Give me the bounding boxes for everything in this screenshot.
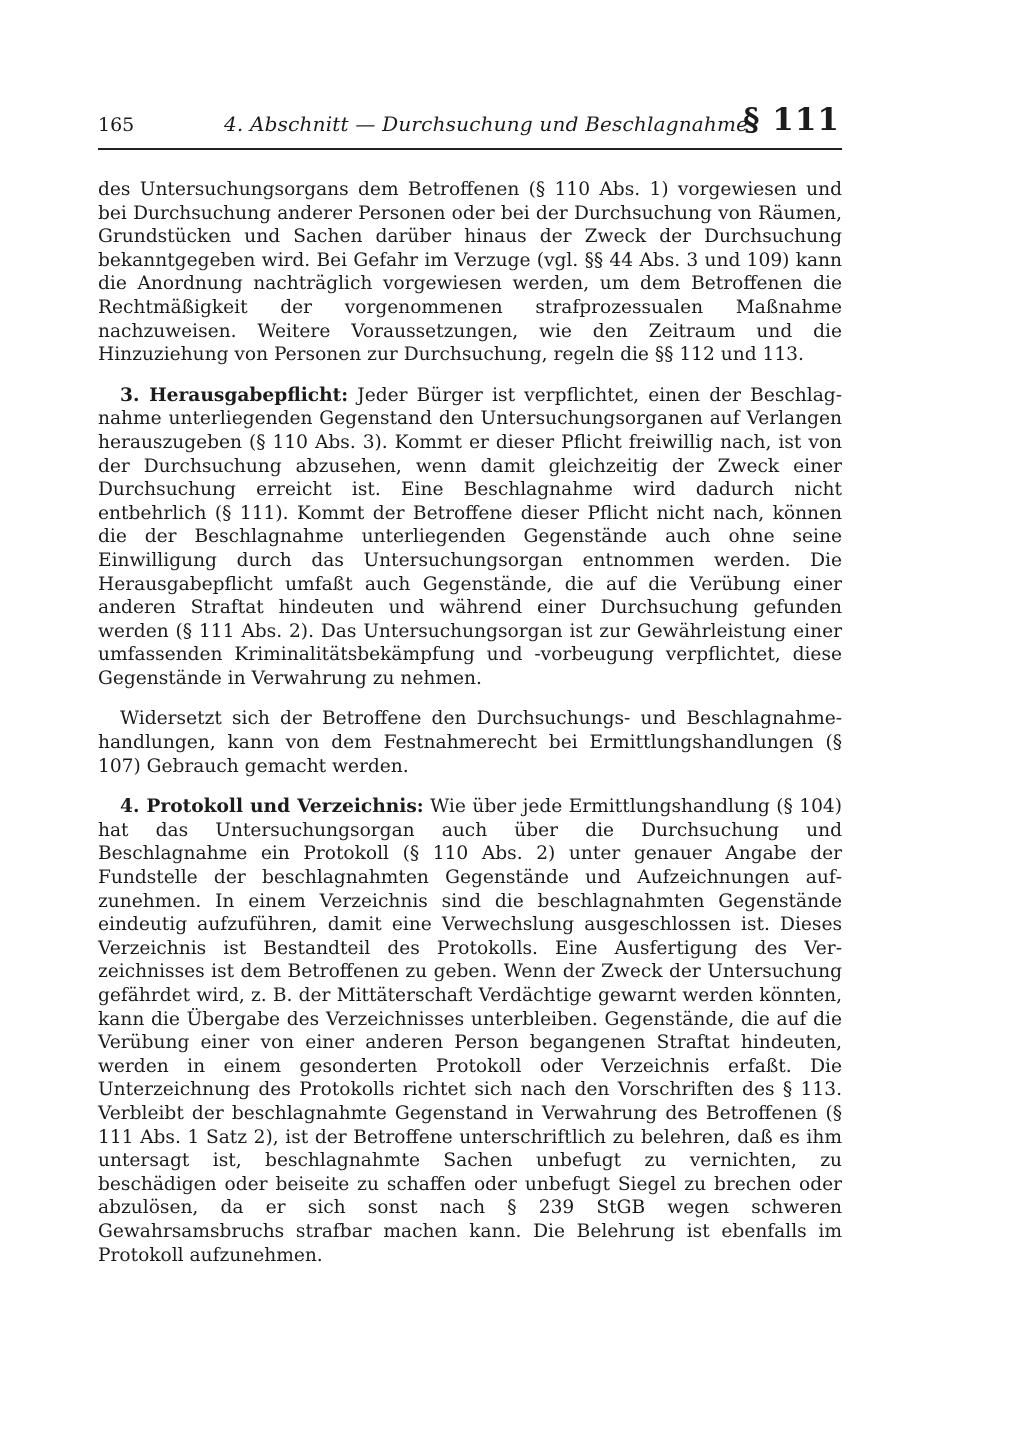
paragraph-continuation	[98, 178, 842, 367]
paragraph-herausgabepflicht	[98, 384, 842, 691]
paragraph-text: Jeder Bürger ist verpflichtet, einen der Beschlagnahme unterliegenden Gegenstand den Untersuchungsorganen auf Verlangen herauszugeben (§ 110 Abs. 3). Kommt er dieser Pflicht freiwillig nach, ist von der Durchsuchung abzusehen, wenn damit gleichzeitig der Zweck einer Durchsuchung erreicht ist. Eine Beschlagnahme wird dadurch nicht entbehrlich (§ 111). Kommt der Betroffene dieser Pflicht nicht nach, können die der Beschlagnahme unterliegenden Gegenstände auch ohne seine Einwilligung durch das Untersuchungsorgan entnommen werden. Die Herausgabepflicht umfaßt auch Gegenstände, die auf die Verübung einer anderen Straftat hindeuten und während einer Durchsuchung gefunden werden (§ 111 Abs. 2). Das Untersuchungsorgan ist zur Gewährleistung einer umfassenden Kriminalitätsbekämpfung und -vorbeugung verpflichtet, diese Gegenstände in Verwahrung zu nehmen.	[98, 384, 842, 689]
paragraph-lead: 4. Protokoll und Verzeichnis:	[120, 796, 424, 818]
paragraph-text: des Untersuchungsorgans dem Betroffenen (§ 110 Abs. 1) vorgewiesen und bei Durchsuchung anderer Personen oder bei der Durchsuchung von Räumen, Grundstücken und Sachen darüber hinaus der Zweck der Durchsuchung bekanntgegeben wird. Bei Gefahr im Verzuge (vgl. §§ 44 Abs. 3 und 109) kann die Anordnung nachträglich vorgewiesen werden, um dem Betroffenen die Rechtmäßigkeit der vorgenommenen strafprozessualen Maßnahme nachzuweisen. Weitere Voraussetzungen, wie den Zeitraum und die Hinzuziehung von Personen zur Durchsuchung, regeln die §§ 112 und 113.	[98, 179, 842, 366]
paragraph-lead: 3. Herausgabepflicht:	[120, 384, 349, 406]
paragraph-festnahmerecht	[98, 707, 842, 778]
running-title: 4. Abschnitt — Durchsuchung und Beschlagnahme	[224, 112, 749, 136]
paragraph-protokoll	[98, 795, 842, 1267]
paragraph-text: Wie über jede Ermittlungshandlung (§ 104) hat das Untersuchungsorgan auch über die Durchsuchung und Beschlagnahme ein Protokoll (§ 110 Abs. 2) unter genauer Angabe der Fundstelle der beschlagnahmten Gegenstände und Aufzeichnungen aufzunehmen. In einem Verzeichnis sind die beschlagnahmten Gegenstände eindeutig aufzuführen, damit eine Verwechslung ausgeschlossen ist. Dieses Verzeichnis ist Bestandteil des Protokolls. Eine Ausfertigung des Verzeichnisses ist dem Betroffenen zu geben. Wenn der Zweck der Untersuchung gefährdet wird, z. B. der Mittäterschaft Verdächtige gewarnt werden könnten, kann die Übergabe des Verzeichnisses unterbleiben. Gegenstände, die auf die Verübung einer von einer anderen Person begangenen Straftat hindeuten, werden in einem gesonderten Protokoll oder Verzeichnis erfaßt. Die Unterzeichnung des Protokolls richtet sich nach den Vorschriften des § 113. Verbleibt der beschlagnahmte Gegenstand in Verwahrung des Betroffenen (§ 111 Abs. 1 Satz 2), ist der Betroffene unterschriftlich zu belehren, daß es ihm untersagt ist, beschlagnahmte Sachen unbefugt zu vernichten, zu beschädigen oder beiseite zu schaffen oder unbefugt Siegel zu brechen oder abzulösen, da er sich sonst nach § 239 StGB wegen schweren Gewahrsamsbruchs strafbar machen kann. Die Belehrung ist ebenfalls im Protokoll aufzunehmen.	[98, 796, 842, 1266]
page-number: 165	[98, 114, 135, 136]
paragraph-text: Widersetzt sich der Betroffene den Durchsuchungs- und Beschlagnahmehandlungen, kann von dem Festnahmerecht bei Ermittlungshandlungen (§ 107) Gebrauch gemacht werden.	[98, 708, 842, 777]
book-page	[98, 102, 842, 1267]
section-mark: § 111	[743, 102, 840, 138]
page-header	[98, 102, 842, 150]
body-text	[98, 178, 842, 1267]
